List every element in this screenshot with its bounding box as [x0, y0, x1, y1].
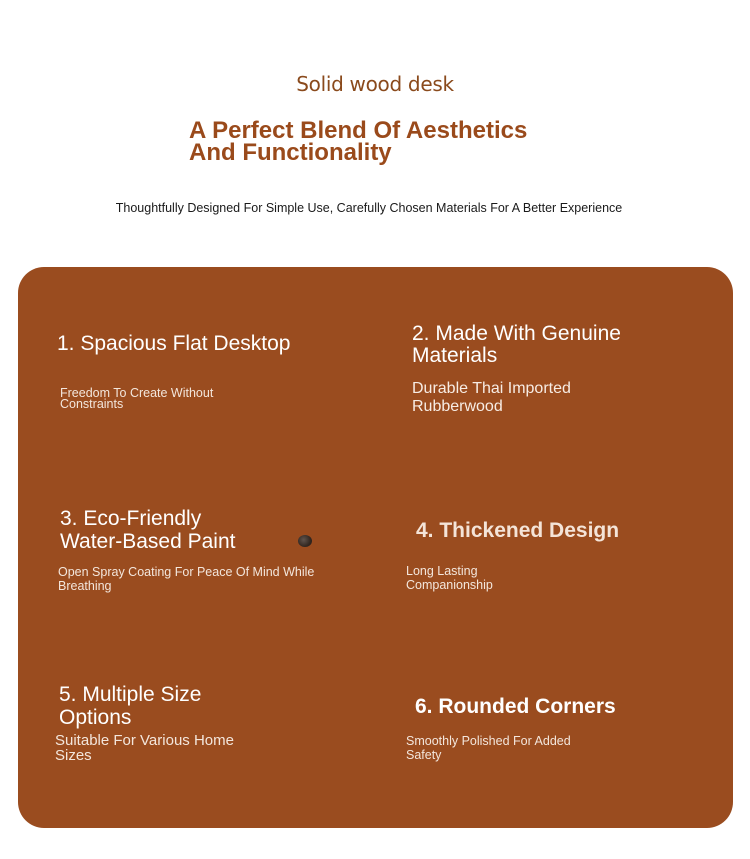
feature-5-title-line-2: Options	[59, 706, 132, 729]
feature-5-title	[59, 683, 201, 729]
feature-4-desc-line-1: Long Lasting	[406, 564, 478, 578]
feature-4-description	[406, 564, 493, 592]
feature-6-desc-line-2: Safety	[406, 748, 442, 762]
feature-1-description	[60, 388, 213, 410]
feature-3-title	[60, 507, 235, 553]
headline-line-2: And Functionality	[189, 139, 392, 166]
feature-2-desc-line-2: Rubberwood	[412, 398, 503, 415]
feature-6-desc-line-1: Smoothly Polished For Added	[406, 734, 571, 748]
feature-5-title-line-1: 5. Multiple Size	[59, 683, 202, 706]
feature-3-title-line-1: 3. Eco-Friendly	[60, 507, 202, 530]
feature-2-desc-line-1: Durable Thai Imported	[412, 380, 571, 397]
subheadline: Thoughtfully Designed For Simple Use, Carefully Chosen Materials For A Better Experience	[115, 201, 623, 215]
feature-3-desc-line-2: Breathing	[58, 579, 112, 593]
feature-6-title: 6. Rounded Corners	[415, 695, 616, 718]
headline-line-1: A Perfect Blend Of Aesthetics	[189, 117, 528, 144]
feature-5-description	[55, 733, 234, 763]
feature-2-title-line-1: 2. Made With Genuine	[412, 322, 621, 345]
feature-2-title	[412, 323, 621, 367]
feature-4-desc-line-2: Companionship	[406, 578, 493, 592]
feature-3-title-line-2: Water-Based Paint	[60, 530, 236, 553]
feature-3-desc-line-1: Open Spray Coating For Peace Of Mind While	[58, 565, 315, 579]
feature-5-desc-line-1: Suitable For Various Home	[55, 732, 234, 749]
feature-1-desc-line-2: Constraints	[60, 397, 124, 411]
feature-4-title: 4. Thickened Design	[416, 519, 620, 542]
feature-6-description	[406, 734, 571, 762]
brand-name: Solid wood desk	[296, 72, 454, 96]
feature-3-decorative-dot-icon	[298, 535, 312, 547]
feature-3-description	[58, 565, 314, 593]
feature-5-desc-line-2: Sizes	[55, 747, 92, 764]
feature-1-desc-line-1: Freedom To Create Without	[60, 386, 214, 400]
feature-2-title-line-2: Materials	[412, 344, 498, 367]
headline	[189, 117, 528, 166]
feature-2-description	[412, 380, 571, 416]
feature-1-title: 1. Spacious Flat Desktop	[57, 332, 291, 355]
